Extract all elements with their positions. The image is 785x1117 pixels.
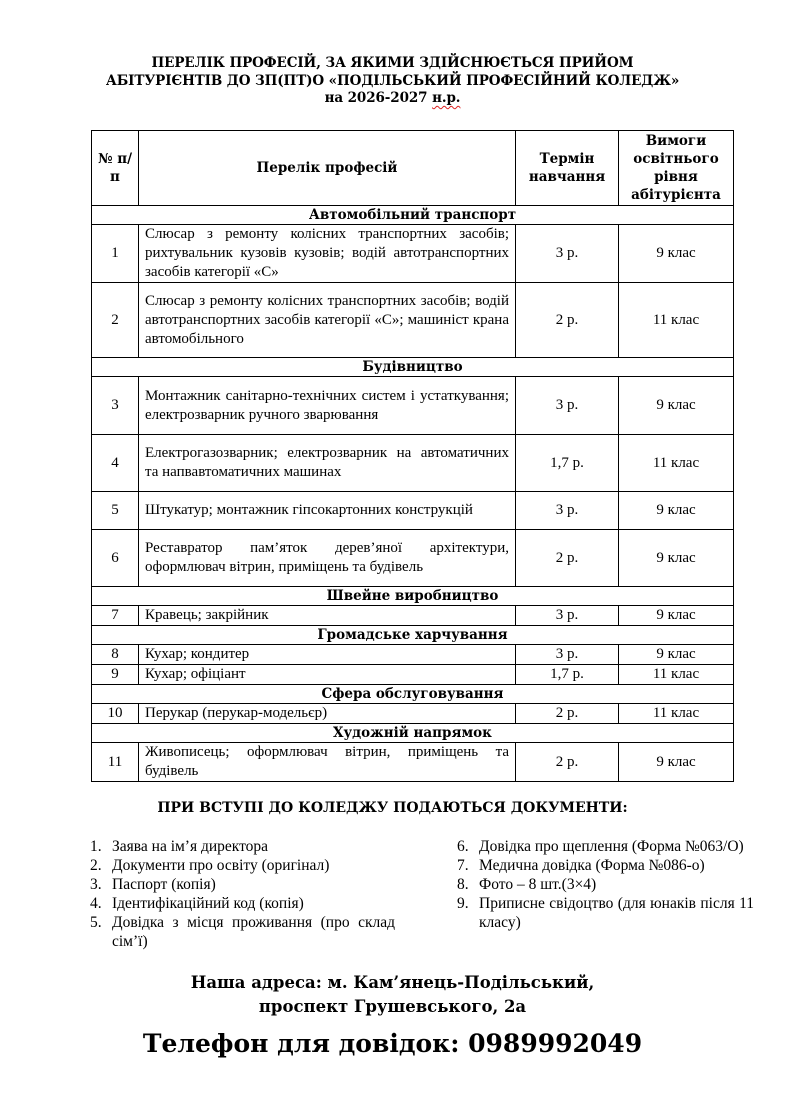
list-item-text: Фото – 8 шт.(3×4) — [479, 876, 597, 893]
profession-name: Кравець; закрійник — [139, 606, 516, 626]
study-term: 1,7 р. — [516, 665, 619, 685]
list-item-text: Медична довідка (Форма №086-о) — [479, 857, 705, 874]
column-header-level: Вимоги освітнього рівня абітурієнта — [619, 131, 734, 206]
study-term: 1,7 р. — [516, 435, 619, 492]
section-title: Сфера обслуговування — [92, 685, 734, 704]
section-row — [92, 206, 734, 225]
document-list-item — [457, 856, 754, 875]
list-item-number: 2. — [90, 857, 102, 874]
list-item-number: 3. — [90, 876, 102, 893]
table-row — [92, 530, 734, 587]
row-number: 10 — [92, 704, 139, 724]
profession-name: Кухар; офіціант — [139, 665, 516, 685]
education-level: 9 клас — [619, 492, 734, 530]
document-list-item — [457, 894, 754, 932]
list-item-text: Заява на ім’я директора — [112, 838, 269, 855]
document-list-item — [90, 894, 395, 913]
document-list-item — [90, 837, 395, 856]
title-line-2: АБІТУРІЄНТІВ ДО ЗП(ПТ)О «ПОДІЛЬСЬКИЙ ПРОФЕСІЙНИЙ КОЛЕДЖ» — [105, 72, 680, 89]
list-item-number: 7. — [457, 857, 469, 874]
profession-name: Реставратор пам’яток дерев’яної архітектури, оформлювач вітрин, приміщень та будівель — [139, 530, 516, 587]
professions-table — [91, 130, 734, 782]
section-title: Автомобільний транспорт — [92, 206, 734, 225]
profession-name: Електрогазозварник; електрозварник на автоматичних та напвавтоматичних машинах — [139, 435, 516, 492]
row-number: 4 — [92, 435, 139, 492]
list-item-text: Документи про освіту (оригінал) — [112, 857, 330, 874]
table-row — [92, 606, 734, 626]
list-item-text: Ідентифікаційний код (копія) — [112, 895, 304, 912]
document-list-item — [457, 837, 754, 856]
table-row — [92, 283, 734, 358]
document-list-item — [457, 875, 754, 894]
education-level: 9 клас — [619, 225, 734, 283]
section-title: Художній напрямок — [92, 724, 734, 743]
list-item-text: Паспорт (копія) — [112, 876, 216, 893]
column-header-num: № п/п — [92, 131, 139, 206]
section-row — [92, 685, 734, 704]
profession-name: Слюсар з ремонту колісних транспортних засобів; рихтувальник кузовів кузовів; водій автотранспортних засобів категорії «С» — [139, 225, 516, 283]
row-number: 2 — [92, 283, 139, 358]
study-term: 3 р. — [516, 492, 619, 530]
education-level: 9 клас — [619, 606, 734, 626]
profession-name: Монтажник санітарно-технічних систем і устаткування; електрозварник ручного зварювання — [139, 377, 516, 435]
study-term: 3 р. — [516, 377, 619, 435]
row-number: 9 — [92, 665, 139, 685]
study-term: 2 р. — [516, 283, 619, 358]
study-term: 2 р. — [516, 530, 619, 587]
education-level: 11 клас — [619, 283, 734, 358]
list-item-text: Приписне свідоцтво (для юнаків після 11 класу) — [479, 895, 754, 931]
document-list-item — [90, 875, 395, 894]
row-number: 6 — [92, 530, 139, 587]
study-term: 3 р. — [516, 645, 619, 665]
education-level: 11 клас — [619, 435, 734, 492]
address-block — [0, 971, 785, 1019]
list-item-number: 9. — [457, 895, 469, 912]
study-term: 2 р. — [516, 704, 619, 724]
document-title — [0, 55, 785, 108]
section-row — [92, 724, 734, 743]
row-number: 3 — [92, 377, 139, 435]
section-title: Швейне виробництво — [92, 587, 734, 606]
title-line-3 — [0, 90, 785, 108]
address-line-1: Наша адреса: м. Кам’янець-Подільський, — [190, 973, 595, 992]
row-number: 7 — [92, 606, 139, 626]
table-body — [92, 206, 734, 782]
row-number: 1 — [92, 225, 139, 283]
list-item-number: 8. — [457, 876, 469, 893]
profession-name: Штукатур; монтажник гіпсокартонних конструкцій — [139, 492, 516, 530]
education-level: 9 клас — [619, 743, 734, 782]
education-level: 9 клас — [619, 377, 734, 435]
list-item-number: 1. — [90, 838, 102, 855]
table-row — [92, 377, 734, 435]
section-title: Громадське харчування — [92, 626, 734, 645]
row-number: 5 — [92, 492, 139, 530]
title-academic-year-abbr: н.р. — [432, 90, 461, 106]
education-level: 11 клас — [619, 704, 734, 724]
documents-title: ПРИ ВСТУПІ ДО КОЛЕДЖУ ПОДАЮТЬСЯ ДОКУМЕНТИ: — [157, 800, 628, 816]
education-level: 11 клас — [619, 665, 734, 685]
study-term: 2 р. — [516, 743, 619, 782]
list-item-number: 4. — [90, 895, 102, 912]
profession-name: Слюсар з ремонту колісних транспортних засобів; водій автотранспортних засобів категорії «С»; машиніст крана автомобільного — [139, 283, 516, 358]
list-item-number: 5. — [90, 914, 102, 931]
table-row — [92, 743, 734, 782]
document-list-item — [90, 856, 395, 875]
list-item-text: Довідка про щеплення (Форма №063/О) — [479, 838, 744, 855]
section-title: Будівництво — [92, 358, 734, 377]
column-header-name: Перелік професій — [139, 131, 516, 206]
column-header-term: Термін навчання — [516, 131, 619, 206]
education-level: 9 клас — [619, 530, 734, 587]
phone-line: Телефон для довідок: 0989992049 — [142, 1029, 643, 1058]
profession-name: Перукар (перукар-модельєр) — [139, 704, 516, 724]
list-item-text: Довідка з місця проживання (про склад сім’ї) — [112, 914, 395, 950]
documents-list-left — [90, 837, 395, 951]
section-row — [92, 587, 734, 606]
table-row — [92, 645, 734, 665]
profession-name: Кухар; кондитер — [139, 645, 516, 665]
table-row — [92, 704, 734, 724]
table-row — [92, 435, 734, 492]
study-term: 3 р. — [516, 606, 619, 626]
address-line-2: проспект Грушевського, 2а — [258, 997, 527, 1016]
documents-list-right — [457, 837, 754, 932]
document-list-item — [90, 913, 395, 951]
list-item-number: 6. — [457, 838, 469, 855]
title-line-1: ПЕРЕЛІК ПРОФЕСІЙ, ЗА ЯКИМИ ЗДІЙСНЮЄТЬСЯ ПРИЙОМ — [151, 55, 634, 71]
row-number: 8 — [92, 645, 139, 665]
section-row — [92, 626, 734, 645]
education-level: 9 клас — [619, 645, 734, 665]
section-row — [92, 358, 734, 377]
profession-name: Живописець; оформлювач вітрин, приміщень та будівель — [139, 743, 516, 782]
row-number: 11 — [92, 743, 139, 782]
title-year: на 2026-2027 — [324, 90, 433, 106]
table-row — [92, 665, 734, 685]
table-row — [92, 225, 734, 283]
study-term: 3 р. — [516, 225, 619, 283]
table-row — [92, 492, 734, 530]
table-header-row — [92, 131, 734, 206]
